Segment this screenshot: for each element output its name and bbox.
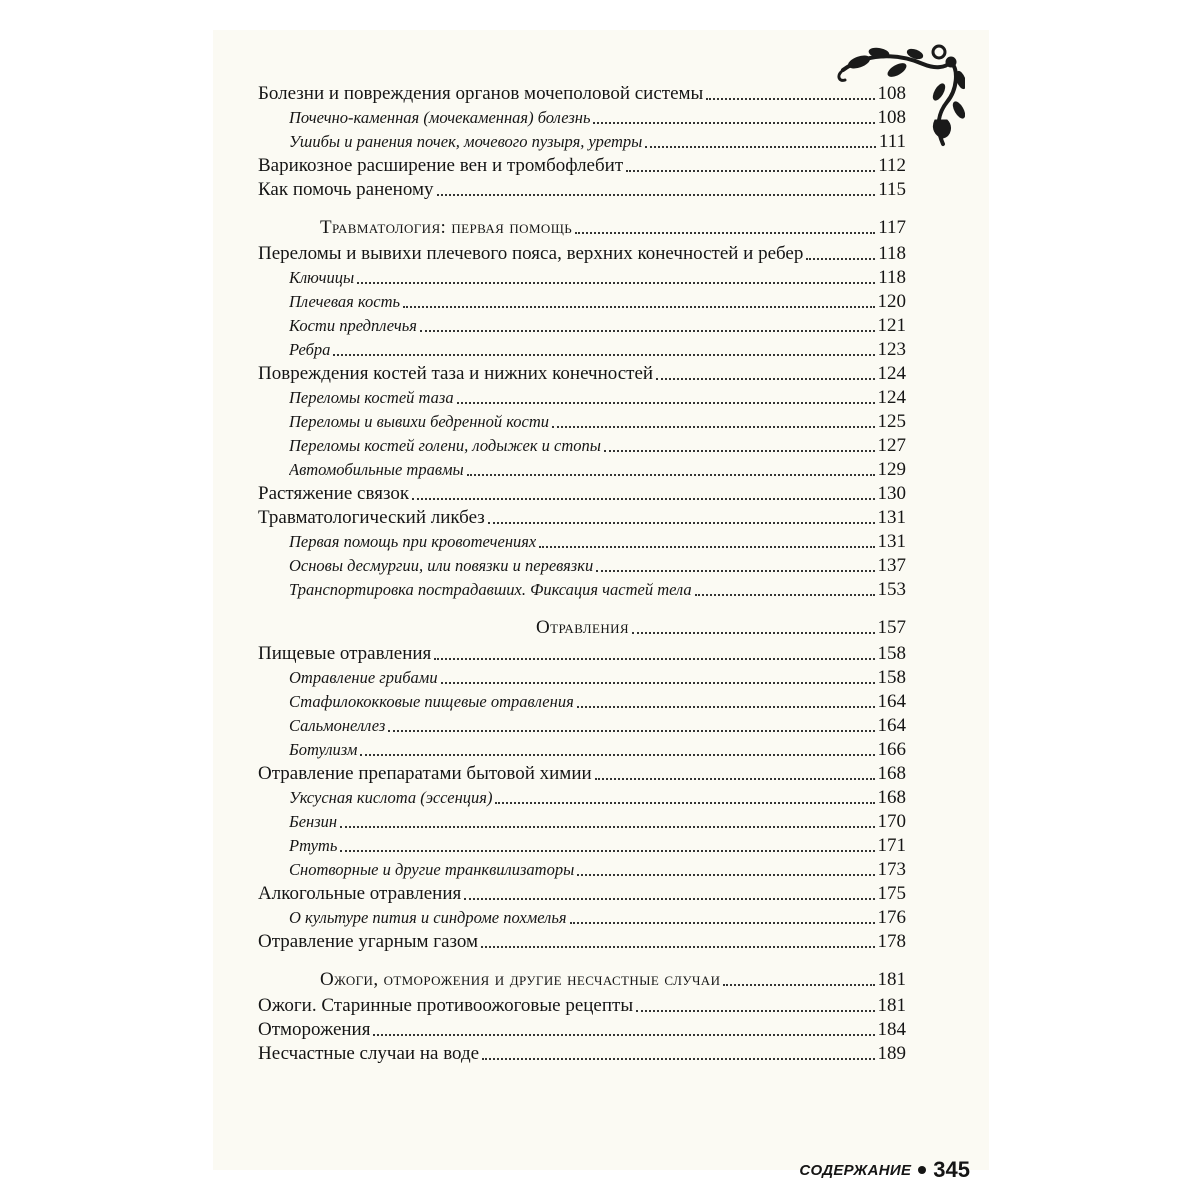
dot-leader [403, 306, 874, 308]
dot-leader [604, 450, 875, 452]
page-footer [780, 1156, 970, 1184]
toc-page-number: 168 [877, 763, 906, 784]
dot-leader [706, 98, 874, 100]
toc-page-number: 184 [877, 1019, 906, 1040]
toc-title: Переломы костей таза [289, 388, 454, 407]
toc-subentry[interactable] [258, 314, 906, 338]
toc-page-number: 181 [877, 995, 906, 1016]
toc-title: Ключицы [289, 268, 355, 287]
toc-subentry[interactable] [258, 666, 906, 690]
dot-leader [467, 474, 875, 476]
toc-subentry[interactable] [258, 106, 906, 130]
toc-page-number: 131 [877, 531, 906, 552]
dot-leader [552, 426, 874, 428]
running-footer-label: СОДЕРЖАНИЕ [799, 1161, 912, 1179]
toc-entry[interactable] [258, 178, 906, 202]
toc-page-number: 115 [878, 179, 906, 200]
dot-leader [482, 1058, 874, 1060]
toc-page-number: 176 [877, 907, 906, 928]
dot-leader [360, 754, 874, 756]
toc-page-number: 164 [877, 715, 906, 736]
toc-page-number: 137 [877, 555, 906, 576]
toc-entry[interactable] [258, 762, 906, 786]
toc-title: Плечевая кость [289, 292, 401, 311]
toc-subentry[interactable] [258, 738, 906, 762]
toc-subentry[interactable] [258, 810, 906, 834]
dot-leader [596, 570, 874, 572]
toc-page-number: 108 [877, 83, 906, 104]
toc-title: Ботулизм [289, 740, 358, 759]
toc-subentry[interactable] [258, 338, 906, 362]
toc-title: Ребра [289, 340, 331, 359]
toc-title: Повреждения костей таза и нижних конечностей [258, 363, 654, 384]
toc-entry[interactable] [258, 242, 906, 266]
toc-title: Ожоги, отморожения и другие несчастные случаи [320, 969, 721, 990]
toc-entry[interactable] [258, 882, 906, 906]
toc-title: Основы десмургии, или повязки и перевязки [289, 556, 594, 575]
toc-title: Пищевые отравления [258, 643, 432, 664]
toc-page-number: 124 [877, 363, 906, 384]
dot-leader [481, 946, 874, 948]
dot-leader [457, 402, 875, 404]
toc-entry[interactable] [258, 482, 906, 506]
section-gap [258, 954, 906, 968]
toc-page-number: 129 [877, 459, 906, 480]
toc-title: Варикозное расширение вен и тромбофлебит [258, 155, 624, 176]
toc-entry[interactable] [258, 994, 906, 1018]
toc-page-number: 178 [877, 931, 906, 952]
dot-leader [434, 658, 874, 660]
toc-title: Стафилококковые пищевые отравления [289, 692, 574, 711]
toc-subentry[interactable] [258, 714, 906, 738]
toc-title: Отравление препаратами бытовой химии [258, 763, 592, 784]
toc-page-number: 118 [878, 267, 906, 288]
toc-page-number: 158 [877, 667, 906, 688]
dot-leader [441, 682, 875, 684]
toc-section-heading[interactable] [258, 616, 906, 640]
toc-page-number: 157 [877, 617, 906, 638]
toc-subentry[interactable] [258, 858, 906, 882]
toc-page-number: 171 [877, 835, 906, 856]
toc-page-number: 168 [877, 787, 906, 808]
toc-subentry[interactable] [258, 578, 906, 602]
toc-title: Переломы и вывихи бедренной кости [289, 412, 550, 431]
dot-leader [575, 232, 875, 234]
toc-page-number: 164 [877, 691, 906, 712]
dot-leader [656, 378, 874, 380]
toc-page-number: 170 [877, 811, 906, 832]
page-number: 345 [933, 1157, 970, 1182]
toc-title: Ртуть [289, 836, 338, 855]
toc-subentry[interactable] [258, 906, 906, 930]
dot-leader [595, 778, 875, 780]
toc-title: Болезни и повреждения органов мочеполовой системы [258, 83, 704, 104]
toc-subentry[interactable] [258, 690, 906, 714]
dot-leader [340, 850, 874, 852]
toc-page-number: 127 [877, 435, 906, 456]
dot-leader [340, 826, 874, 828]
toc-subentry[interactable] [258, 554, 906, 578]
dot-leader [645, 146, 876, 148]
toc-page-number: 125 [877, 411, 906, 432]
toc-subentry[interactable] [258, 290, 906, 314]
dot-leader [357, 282, 875, 284]
toc-title: Уксусная кислота (эссенция) [289, 788, 493, 807]
toc-subentry[interactable] [258, 410, 906, 434]
toc-title: Автомобильные травмы [289, 460, 464, 479]
toc-subentry[interactable] [258, 786, 906, 810]
toc-entry[interactable] [258, 1018, 906, 1042]
section-gap [258, 602, 906, 616]
toc-title: Кости предплечья [289, 316, 417, 335]
dot-leader [695, 594, 875, 596]
dot-leader [373, 1034, 874, 1036]
toc-page-number: 120 [877, 291, 906, 312]
dot-leader [806, 258, 875, 260]
toc-entry[interactable] [258, 1042, 906, 1066]
toc-section-heading[interactable] [258, 216, 906, 240]
dot-leader [488, 522, 875, 524]
toc-subentry[interactable] [258, 266, 906, 290]
toc-title: Отравление угарным газом [258, 931, 479, 952]
toc-title: Снотворные и другие транквилизаторы [289, 860, 575, 879]
dot-leader [412, 498, 874, 500]
toc-page-number: 173 [877, 859, 906, 880]
toc-page-number: 153 [877, 579, 906, 600]
toc-title: Транспортировка пострадавших. Фиксация частей тела [289, 580, 692, 599]
toc-subentry[interactable] [258, 130, 906, 154]
dot-leader [626, 170, 875, 172]
dot-leader [464, 898, 874, 900]
toc-title: Отравление грибами [289, 668, 438, 687]
toc-subentry[interactable] [258, 530, 906, 554]
dot-leader [723, 984, 874, 986]
toc-title: Отравления [536, 617, 629, 638]
toc-page-number: 131 [877, 507, 906, 528]
dot-leader [593, 122, 874, 124]
toc-title: Алкогольные отравления [258, 883, 462, 904]
dot-leader [632, 632, 875, 634]
toc-title: Первая помощь при кровотечениях [289, 532, 537, 551]
toc-section-heading[interactable] [258, 968, 906, 992]
toc-page-number: 117 [878, 217, 906, 238]
toc-page-number: 112 [878, 155, 906, 176]
toc-title: Травматологический ликбез [258, 507, 485, 528]
dot-leader [539, 546, 874, 548]
toc-entry[interactable] [258, 362, 906, 386]
toc-title: Ожоги. Старинные противоожоговые рецепты [258, 995, 634, 1016]
toc-title: Как помочь раненому [258, 179, 434, 200]
toc-title: Переломы костей голени, лодыжек и стопы [289, 436, 601, 455]
toc-page-number: 121 [877, 315, 906, 336]
toc-page-number: 158 [877, 643, 906, 664]
dot-leader [577, 706, 875, 708]
toc-title: Ушибы и ранения почек, мочевого пузыря, уретры [289, 132, 643, 151]
dot-leader [495, 802, 874, 804]
toc-page-number: 111 [878, 131, 906, 152]
toc-page-number: 118 [878, 243, 906, 264]
toc-title: Отморожения [258, 1019, 371, 1040]
dot-leader [388, 730, 874, 732]
toc-title: Сальмонеллез [289, 716, 386, 735]
toc-title: Травматология: первая помощь [320, 217, 573, 238]
toc-subentry[interactable] [258, 434, 906, 458]
toc-page-number: 189 [877, 1043, 906, 1064]
toc-page-number: 130 [877, 483, 906, 504]
dot-leader [636, 1010, 874, 1012]
toc-entry[interactable] [258, 506, 906, 530]
toc-entry[interactable] [258, 154, 906, 178]
toc-title: Несчастные случаи на воде [258, 1043, 480, 1064]
toc-title: Почечно-каменная (мочекаменная) болезнь [289, 108, 591, 127]
toc-page-number: 181 [877, 969, 906, 990]
toc-subentry[interactable] [258, 834, 906, 858]
toc-entry[interactable] [258, 82, 906, 106]
toc-title: Бензин [289, 812, 338, 831]
toc-page-number: 124 [877, 387, 906, 408]
section-gap [258, 202, 906, 216]
toc-page-number: 123 [877, 339, 906, 360]
dot-leader [333, 354, 874, 356]
dot-leader [437, 194, 876, 196]
toc-page-number: 166 [877, 739, 906, 760]
dot-leader [420, 330, 875, 332]
toc-title: Растяжение связок [258, 483, 410, 504]
dot-leader [570, 922, 875, 924]
footer-bullet-icon [918, 1166, 926, 1174]
toc-page-number: 108 [877, 107, 906, 128]
dot-leader [577, 874, 874, 876]
toc-entry[interactable] [258, 642, 906, 666]
toc-entry[interactable] [258, 930, 906, 954]
toc-title: О культуре пития и синдроме похмелья [289, 908, 567, 927]
toc-subentry[interactable] [258, 458, 906, 482]
toc-title: Переломы и вывихи плечевого пояса, верхних конечностей и ребер [258, 243, 804, 264]
toc-subentry[interactable] [258, 386, 906, 410]
table-of-contents [258, 82, 906, 1066]
toc-page-number: 175 [877, 883, 906, 904]
